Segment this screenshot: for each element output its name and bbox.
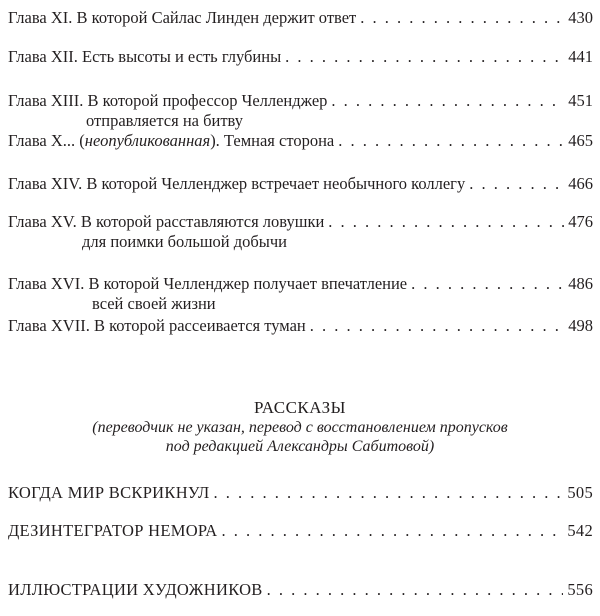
toc-entry-chapter-16[interactable]: [8, 274, 593, 314]
section-title: РАССКАЗЫ: [254, 398, 346, 417]
leader-dots: [331, 91, 564, 111]
leader-dots: [267, 580, 564, 600]
toc-entry-page: 486: [568, 274, 593, 293]
toc-entry-chapter-17[interactable]: [8, 316, 593, 336]
toc-entry-chapter-13[interactable]: [8, 91, 593, 131]
toc-entry-chapter-15[interactable]: [8, 212, 593, 252]
toc-entry-title: Глава XII. Есть высоты и есть глубины: [8, 47, 282, 66]
toc-entry-title: КОГДА МИР ВСКРИКНУЛ: [8, 483, 210, 502]
toc-entry-title: Глава XIII. В которой профессор Челленджер: [8, 91, 328, 110]
toc-entry-chapter-12[interactable]: [8, 47, 593, 67]
toc-entry-title-continuation: отправляется на битву: [86, 111, 244, 130]
toc-entry-title: ИЛЛЮСТРАЦИИ ХУДОЖНИКОВ: [8, 580, 263, 599]
toc-entry-title: Глава XVI. В которой Челленджер получает впечатление: [8, 274, 408, 293]
toc-entry-page: 466: [568, 174, 593, 193]
leader-dots: [328, 212, 564, 232]
toc-entry-title: Глава XIV. В которой Челленджер встречает необычного коллегу: [8, 174, 466, 193]
toc-entry-page: 498: [568, 316, 593, 335]
leader-dots: [411, 274, 564, 294]
leader-dots: [285, 47, 564, 67]
toc-entry-illustrations[interactable]: [8, 580, 593, 600]
toc-entry-title: Глава XVII. В которой рассеивается туман: [8, 316, 306, 335]
toc-entry-chapter-unpublished[interactable]: [8, 131, 593, 151]
section-heading: [0, 398, 600, 456]
toc-entry-page: 556: [567, 580, 593, 599]
section-note-line-2: под редакцией Александры Сабитовой): [165, 438, 435, 455]
leader-dots: [214, 483, 564, 503]
leader-dots: [222, 521, 564, 541]
toc-entry-chapter-11[interactable]: [8, 8, 593, 28]
toc-entry-page: 430: [568, 8, 593, 27]
toc-entry-chapter-14[interactable]: [8, 174, 593, 194]
leader-dots: [360, 8, 564, 28]
unpublished-note: неопубликованная: [84, 131, 211, 150]
toc-entry-title-continuation: для поимки большой добычи: [82, 232, 288, 251]
toc-entry-story-disintegration-machine[interactable]: [8, 521, 593, 541]
section-note-line-1: (переводчик не указан, перевод с восстановлением пропусков: [92, 419, 508, 436]
toc-entry-page: 476: [568, 212, 593, 231]
leader-dots: [338, 131, 564, 151]
toc-entry-title: Глава XV. В которой расставляются ловушки: [8, 212, 325, 231]
leader-dots: [469, 174, 564, 194]
toc-entry-page: 465: [568, 131, 593, 150]
toc-entry-title-continuation: всей своей жизни: [92, 294, 216, 313]
toc-entry-title: Глава XI. В которой Сайлас Линден держит ответ: [8, 8, 357, 27]
toc-entry-page: 505: [567, 483, 593, 502]
toc-entry-story-when-world-screamed[interactable]: [8, 483, 593, 503]
toc-entry-title: Глава X... (неопубликованная). Темная сторона: [8, 131, 335, 150]
toc-entry-page: 441: [568, 47, 593, 66]
toc-entry-page: 451: [568, 91, 593, 110]
toc-entry-title: ДЕЗИНТЕГРАТОР НЕМОРА: [8, 521, 218, 540]
toc-entry-page: 542: [567, 521, 593, 540]
leader-dots: [310, 316, 565, 336]
